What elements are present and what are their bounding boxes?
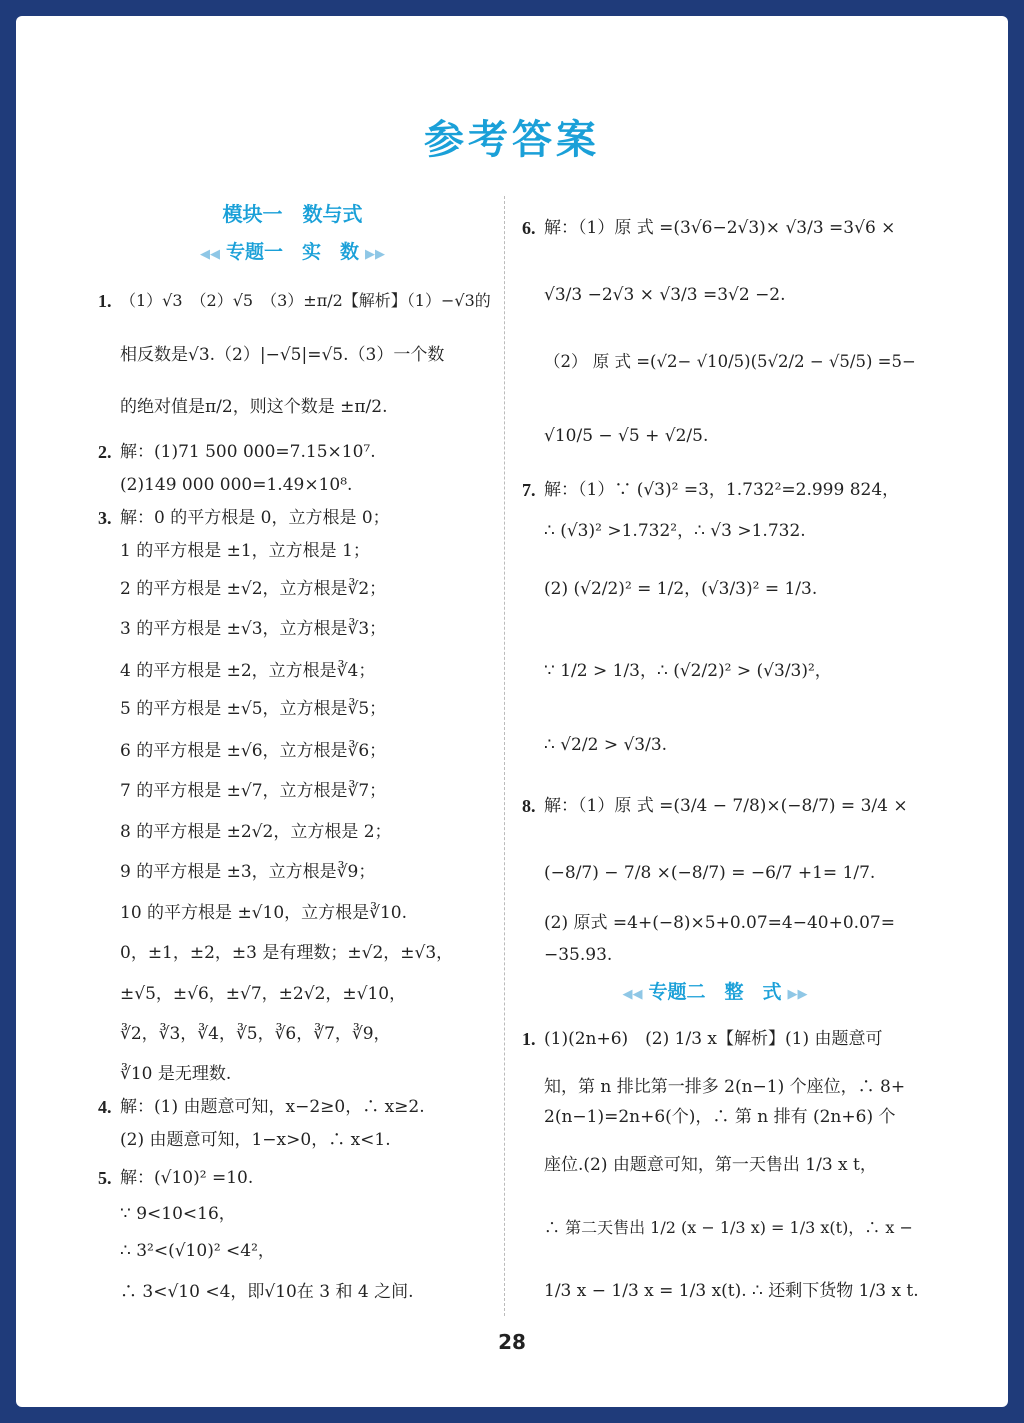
right-answer-number: 8. bbox=[522, 796, 536, 816]
topic2-answer-line: 座位.(2) 由题意可知，第一天售出 1/3 x t， bbox=[544, 1155, 877, 1175]
right-answer-line: −35.93. bbox=[544, 945, 613, 965]
left-arrow-icon: ◀◀ bbox=[622, 987, 643, 1002]
module-title: 模块一 数与式 bbox=[222, 202, 363, 226]
left-answer-line: 8 的平方根是 ±2√2，立方根是 2； bbox=[120, 822, 392, 842]
left-answer-line: 解：(1)71 500 000=7.15×10⁷. bbox=[120, 442, 376, 462]
right-answer-line: (2) (√2/2)² = 1/2，(√3/3)² = 1/3. bbox=[544, 579, 818, 599]
topic2-answer-line: (1)(2n+6) (2) 1/3 x【解析】(1) 由题意可 bbox=[544, 1029, 883, 1049]
right-arrow-icon: ▶▶ bbox=[365, 247, 385, 262]
left-arrow-icon: ◀◀ bbox=[199, 247, 220, 262]
left-answer-line: (2)149 000 000=1.49×10⁸. bbox=[120, 475, 353, 495]
left-answer-line: 10 的平方根是 ±√10，立方根是∛10. bbox=[120, 903, 408, 923]
right-answer-line: (−8/7) − 7/8 ×(−8/7) = −6/7 +1= 1/7. bbox=[544, 863, 876, 883]
left-answer-line: 7 的平方根是 ±√7，立方根是∛7； bbox=[120, 781, 387, 801]
left-answer-line: 解：(√10)² =10. bbox=[120, 1168, 254, 1188]
left-answer-line: ±√5，±√6，±√7，±2√2，±√10， bbox=[120, 984, 407, 1004]
topic-title-1-label: 专题一 实 数 bbox=[225, 241, 359, 263]
left-answer-line: ∛2，∛3，∛4，∛5，∛6，∛7，∛9， bbox=[120, 1024, 391, 1044]
left-answer-line: 4 的平方根是 ±2，立方根是∛4； bbox=[120, 661, 376, 681]
right-answer-number: 7. bbox=[522, 480, 536, 500]
left-answer-line: 9 的平方根是 ±3，立方根是∛9； bbox=[120, 862, 376, 882]
left-answer-line: 解：0 的平方根是 0，立方根是 0； bbox=[120, 508, 390, 528]
topic-title-1 bbox=[100, 237, 485, 264]
right-answer-line: ∴ √2/2 > √3/3. bbox=[544, 735, 668, 755]
right-answer-line: ∵ 1/2 > 1/3，∴ (√2/2)² > (√3/3)²， bbox=[544, 661, 832, 681]
left-answer-line: (2) 由题意可知，1−x>0，∴ x<1. bbox=[120, 1130, 391, 1150]
left-answer-line: ∛10 是无理数. bbox=[120, 1064, 232, 1084]
right-answer-line: (2) 原式 =4+(−8)×5+0.07=4−40+0.07= bbox=[544, 913, 895, 933]
right-answer-line: 解：（1）∵ (√3)² =3，1.732²=2.999 824， bbox=[544, 480, 900, 500]
right-answer-line: （2） 原 式 =(√2− √10/5)(5√2/2 − √5/5) =5− bbox=[544, 352, 916, 371]
left-answer-line: 2 的平方根是 ±√2，立方根是∛2； bbox=[120, 579, 387, 599]
left-answer-line: 5 的平方根是 ±√5，立方根是∛5； bbox=[120, 699, 387, 719]
right-arrow-icon: ▶▶ bbox=[787, 987, 808, 1002]
left-answer-line: 3 的平方根是 ±√3，立方根是∛3； bbox=[120, 619, 387, 639]
topic-title-2 bbox=[520, 977, 910, 1004]
left-answer-number: 4. bbox=[98, 1097, 112, 1117]
left-answer-number: 5. bbox=[98, 1168, 112, 1188]
left-answer-line: ∴ 3<√10 <4，即√10在 3 和 4 之间. bbox=[120, 1282, 414, 1302]
left-answer-line: 1 的平方根是 ±1，立方根是 1； bbox=[120, 541, 370, 561]
topic2-answer-line: 知，第 n 排比第一排多 2(n−1) 个座位，∴ 8+ bbox=[544, 1077, 906, 1097]
right-answer-line: 解：（1）原 式 =(3/4 − 7/8)×(−8/7) = 3/4 × bbox=[544, 796, 908, 816]
left-answer-line: 6 的平方根是 ±√6，立方根是∛6； bbox=[120, 741, 387, 761]
right-answer-line: √3/3 −2√3 × √3/3 =3√2 −2. bbox=[544, 285, 786, 305]
page-title: 参考答案 bbox=[424, 117, 600, 163]
column-divider bbox=[504, 196, 505, 1316]
topic2-answer-number: 1. bbox=[522, 1029, 536, 1049]
left-answer-line: ∴ 3²<(√10)² <4²， bbox=[120, 1241, 275, 1261]
left-answer-line: 的绝对值是π/2，则这个数是 ±π/2. bbox=[120, 397, 388, 417]
topic-title-2-label: 专题二 整 式 bbox=[648, 981, 782, 1003]
left-answer-line: 0，±1，±2，±3 是有理数；±√2，±√3， bbox=[120, 943, 454, 963]
right-answer-line: 解：（1）原 式 =(3√6−2√3)× √3/3 =3√6 × bbox=[544, 218, 896, 238]
topic2-answer-line: 2(n−1)=2n+6(个)，∴ 第 n 排有 (2n+6) 个 bbox=[544, 1107, 896, 1127]
left-answer-line: ∵ 9<10<16， bbox=[120, 1204, 236, 1224]
right-answer-line: √10/5 − √5 + √2/5. bbox=[544, 426, 709, 446]
left-answer-number: 3. bbox=[98, 508, 112, 528]
left-answer-line: 解：(1) 由题意可知，x−2≥0，∴ x≥2. bbox=[120, 1097, 425, 1117]
topic2-answer-line: 1/3 x − 1/3 x = 1/3 x(t). ∴ 还剩下货物 1/3 x t. bbox=[544, 1281, 919, 1301]
left-answer-number: 2. bbox=[98, 442, 112, 462]
left-answer-line: 相反数是√3.（2）|−√5|=√5.（3）一个数 bbox=[120, 345, 445, 365]
right-answer-line: ∴ (√3)² >1.732²，∴ √3 >1.732. bbox=[544, 521, 806, 541]
topic2-answer-line: ∴ 第二天售出 1/2 (x − 1/3 x) = 1/3 x(t)，∴ x − bbox=[544, 1218, 913, 1237]
left-answer-line: （1）√3 （2）√5 （3）±π/2【解析】（1）−√3的 bbox=[120, 291, 491, 310]
right-answer-number: 6. bbox=[522, 218, 536, 238]
left-answer-number: 1. bbox=[98, 291, 112, 311]
page-number: 28 bbox=[498, 1330, 526, 1354]
